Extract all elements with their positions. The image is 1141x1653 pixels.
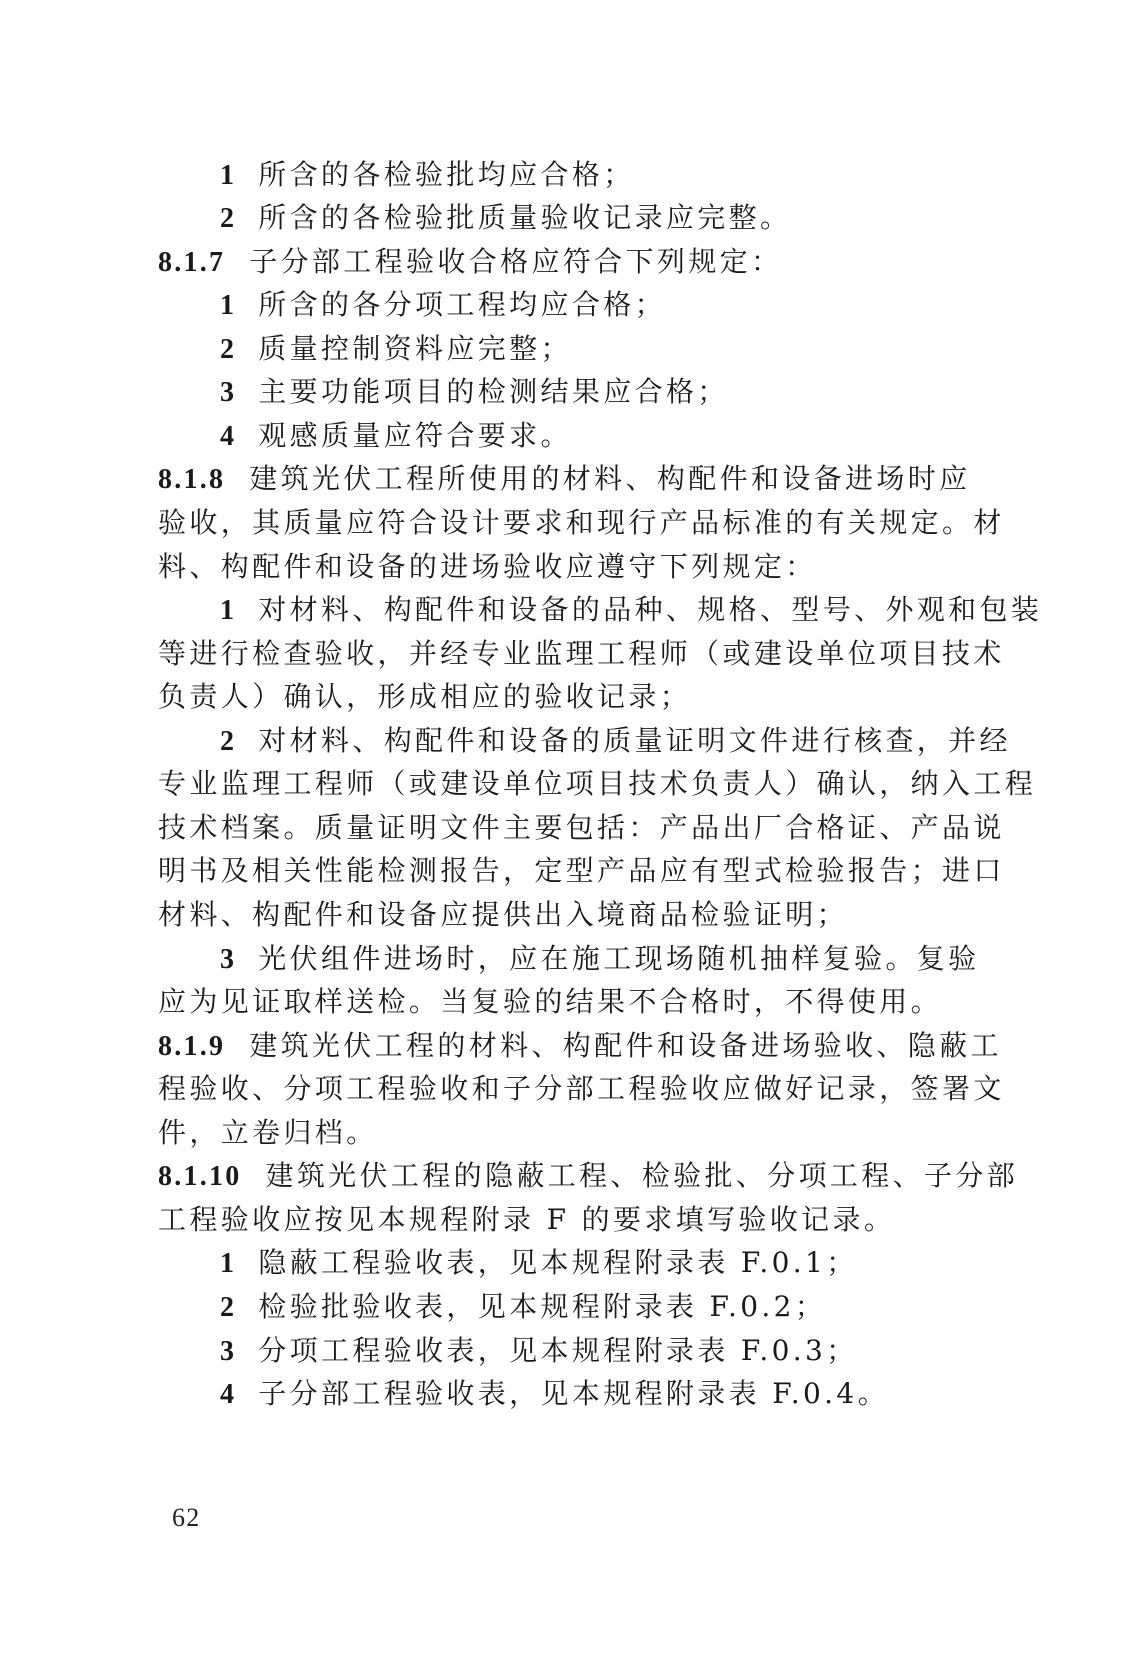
item-number: 3 — [220, 377, 237, 408]
paragraph-text: 验收，其质量应符合设计要求和现行产品标准的有关规定。材 — [158, 506, 1005, 539]
item-number: 3 — [220, 944, 237, 975]
item-number: 1 — [220, 1248, 237, 1279]
item-text: 隐蔽工程验收表，见本规程附录表 F.0.1； — [258, 1246, 858, 1279]
text-line — [158, 631, 1005, 677]
item-text: 分项工程验收表，见本规程附录表 F.0.3； — [258, 1334, 858, 1367]
list-item — [220, 1371, 988, 1417]
list-item — [220, 1240, 988, 1286]
item-text: 观感质量应符合要求。 — [258, 419, 572, 452]
text-line — [158, 1197, 988, 1243]
item-text: 检验批验收表，见本规程附录表 F.0.2； — [258, 1290, 827, 1323]
clause-number: 8.1.7 — [158, 247, 226, 278]
paragraph-text: 专业监理工程师（或建设单位项目技术负责人）确认，纳入工程 — [158, 767, 1037, 800]
clause-line — [158, 1023, 1002, 1069]
item-text: 所含的各检验批均应合格； — [258, 158, 635, 191]
clause-text: 建筑光伏工程的隐蔽工程、检验批、分项工程、子分部 — [265, 1159, 1019, 1192]
text-line — [158, 674, 988, 720]
text-line — [158, 892, 988, 938]
list-item — [220, 936, 988, 982]
text-line — [158, 1066, 1005, 1112]
paragraph-text: 材料、构配件和设备应提供出入境商品检验证明； — [158, 898, 848, 931]
clause-number: 8.1.9 — [158, 1031, 226, 1062]
list-item — [220, 282, 988, 328]
clause-text: 子分部工程验收合格应符合下列规定： — [249, 245, 783, 278]
list-item — [220, 195, 988, 241]
paragraph-text: 工程验收应按见本规程附录 F 的要求填写验收记录。 — [158, 1203, 896, 1236]
text-line — [158, 1110, 988, 1156]
item-text: 对材料、构配件和设备的品种、规格、型号、外观和包装 — [258, 593, 1043, 626]
item-number: 4 — [220, 421, 237, 452]
item-number: 3 — [220, 1336, 237, 1367]
item-text: 光伏组件进场时，应在施工现场随机抽样复验。复验 — [258, 942, 980, 975]
clause-text: 建筑光伏工程的材料、构配件和设备进场验收、隐蔽工 — [249, 1029, 1002, 1062]
list-item — [220, 1284, 988, 1330]
list-item — [220, 369, 988, 415]
text-line — [158, 544, 988, 590]
text-line — [158, 848, 1005, 894]
text-line — [158, 500, 1005, 546]
item-number: 2 — [220, 1292, 237, 1323]
list-item — [220, 326, 988, 372]
item-number: 1 — [220, 595, 237, 626]
clause-number: 8.1.10 — [158, 1161, 242, 1192]
list-item — [220, 718, 1011, 764]
text-line — [158, 761, 1037, 807]
item-text: 对材料、构配件和设备的质量证明文件进行核查，并经 — [258, 724, 1011, 757]
page-number: 62 — [172, 1503, 201, 1532]
clause-number: 8.1.8 — [158, 464, 226, 495]
paragraph-text: 技术档案。质量证明文件主要包括：产品出厂合格证、产品说 — [158, 811, 1005, 844]
clause-text: 建筑光伏工程所使用的材料、构配件和设备进场时应 — [249, 462, 971, 495]
text-line — [158, 805, 1005, 851]
paragraph-text: 程验收、分项工程验收和子分部工程验收应做好记录，签署文 — [158, 1072, 1005, 1105]
item-number: 2 — [220, 203, 237, 234]
paragraph-text: 负责人）确认，形成相应的验收记录； — [158, 680, 692, 713]
paragraph-text: 等进行检查验收，并经专业监理工程师（或建设单位项目技术 — [158, 637, 1005, 670]
clause-line — [158, 456, 988, 502]
item-number: 4 — [220, 1379, 237, 1410]
text-line — [158, 979, 988, 1025]
clause-line — [158, 1153, 1019, 1199]
item-number: 1 — [220, 290, 237, 321]
list-item — [220, 1328, 988, 1374]
item-text: 主要功能项目的检测结果应合格； — [258, 375, 729, 408]
clause-line — [158, 239, 988, 285]
item-text: 质量控制资料应完整； — [258, 332, 572, 365]
paragraph-text: 料、构配件和设备的进场验收应遵守下列规定： — [158, 550, 817, 583]
paragraph-text: 件，立卷归档。 — [158, 1116, 378, 1149]
item-number: 2 — [220, 334, 237, 365]
item-text: 子分部工程验收表，见本规程附录表 F.0.4。 — [258, 1377, 889, 1410]
list-item — [220, 152, 988, 198]
list-item — [220, 587, 1043, 633]
item-number: 1 — [220, 160, 237, 191]
item-number: 2 — [220, 726, 237, 757]
item-text: 所含的各分项工程均应合格； — [258, 288, 666, 321]
paragraph-text: 应为见证取样送检。当复验的结果不合格时，不得使用。 — [158, 985, 943, 1018]
paragraph-text: 明书及相关性能检测报告，定型产品应有型式检验报告；进口 — [158, 854, 1005, 887]
list-item — [220, 413, 988, 459]
item-text: 所含的各检验批质量验收记录应完整。 — [258, 201, 792, 234]
